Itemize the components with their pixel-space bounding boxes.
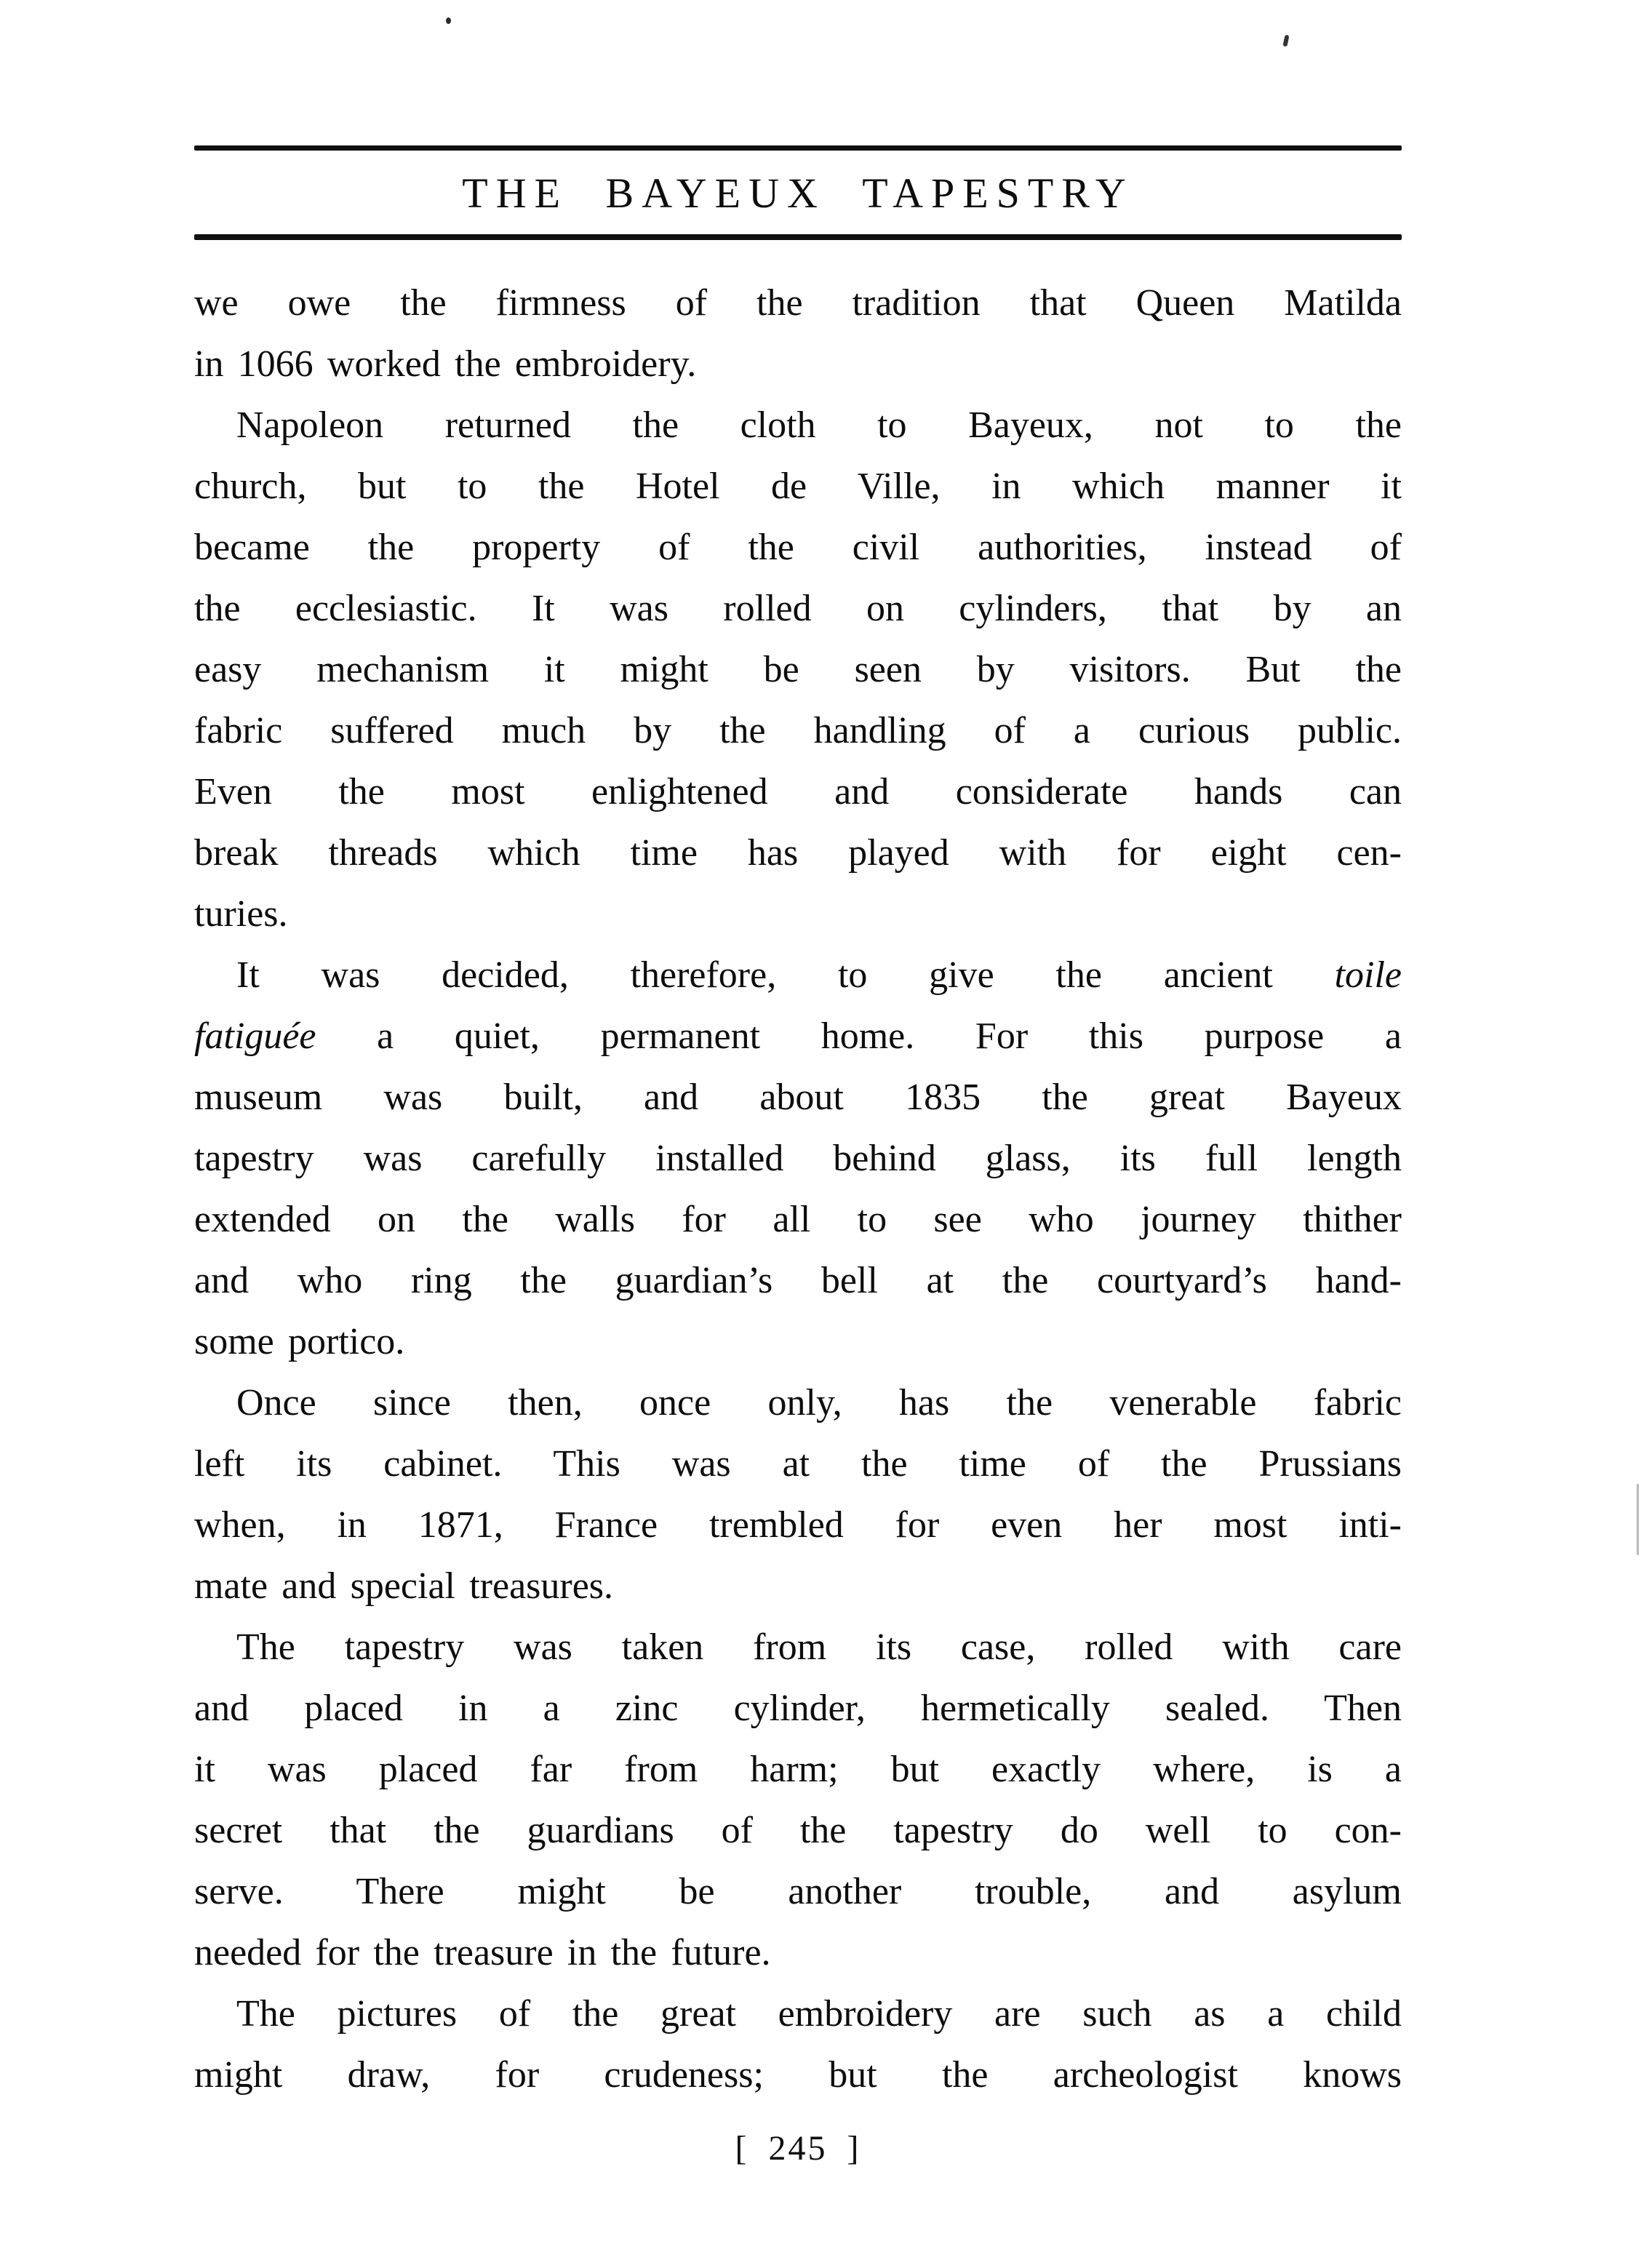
text-line: [194, 945, 1402, 1006]
text-line: museum was built, and about 1835 the great Bayeux: [194, 1077, 1402, 1118]
text-line: some portico.: [194, 1321, 405, 1362]
text-line: needed for the treasure in the future.: [194, 1932, 771, 1973]
header-rule-top: [194, 145, 1402, 151]
text-line: church, but to the Hotel de Ville, in which manner it: [194, 466, 1402, 507]
text-segment: a quiet, permanent home. For this purpose a: [316, 1015, 1402, 1057]
text-line: serve. There might be another trouble, and asylum: [194, 1871, 1402, 1912]
text-line: and who ring the guardian’s bell at the courtyard’s hand-: [194, 1260, 1402, 1301]
scan-edge-mark: [1637, 1484, 1639, 1555]
text-segment-italic: fatiguée: [194, 1015, 316, 1057]
text-line: The tapestry was taken from its case, rolled with care: [236, 1626, 1402, 1668]
paragraph: [194, 1617, 1402, 1984]
text-segment-italic: toile: [1334, 954, 1402, 996]
text-line: in 1066 worked the embroidery.: [194, 343, 697, 385]
text-line: The pictures of the great embroidery are such as a child: [236, 1993, 1402, 2035]
text-line: when, in 1871, France trembled for even her most inti-: [194, 1504, 1402, 1546]
text-line: the ecclesiastic. It was rolled on cylinders, that by an: [194, 588, 1402, 629]
scan-speck: [1282, 35, 1289, 47]
page-number: [ 245 ]: [735, 2129, 861, 2168]
text-line: secret that the guardians of the tapestry do well to con-: [194, 1810, 1402, 1851]
text-line: turies.: [194, 893, 288, 935]
text-line: break threads which time has played with for eight cen-: [194, 832, 1402, 874]
text-line: it was placed far from harm; but exactly where, is a: [194, 1749, 1402, 1790]
text-line: easy mechanism it might be seen by visitors. But the: [194, 649, 1402, 690]
text-line: Once since then, once only, has the venerable fabric: [236, 1382, 1402, 1424]
text-line: fabric suffered much by the handling of a curious public.: [194, 710, 1402, 751]
paragraph: [194, 395, 1402, 945]
text-line: extended on the walls for all to see who journey thither: [194, 1199, 1402, 1240]
text-line: might draw, for crudeness; but the archeologist knows: [194, 2054, 1402, 2096]
text-line: tapestry was carefully installed behind glass, its full length: [194, 1138, 1402, 1179]
text-line: [194, 1006, 1402, 1067]
text-line: Even the most enlightened and considerate hands can: [194, 771, 1402, 812]
text-line: Napoleon returned the cloth to Bayeux, not to the: [236, 404, 1402, 446]
text-line: and placed in a zinc cylinder, hermetically sealed. Then: [194, 1688, 1402, 1729]
page-title: THE BAYEUX TAPESTRY: [462, 169, 1134, 217]
scan-speck: [446, 17, 451, 24]
text-line: became the property of the civil authorities, instead of: [194, 527, 1402, 568]
body-text: [194, 273, 1402, 2106]
header-rule-bottom: [194, 234, 1402, 240]
paragraph: [194, 1984, 1402, 2106]
text-line: we owe the firmness of the tradition that Queen Matilda: [194, 282, 1402, 324]
paragraph: [194, 945, 1402, 1373]
paragraph: [194, 1373, 1402, 1617]
paragraph: [194, 273, 1402, 395]
text-line: mate and special treasures.: [194, 1565, 614, 1607]
text-line: left its cabinet. This was at the time of the Prussians: [194, 1443, 1402, 1485]
text-segment: It was decided, therefore, to give the ancient: [236, 954, 1335, 996]
